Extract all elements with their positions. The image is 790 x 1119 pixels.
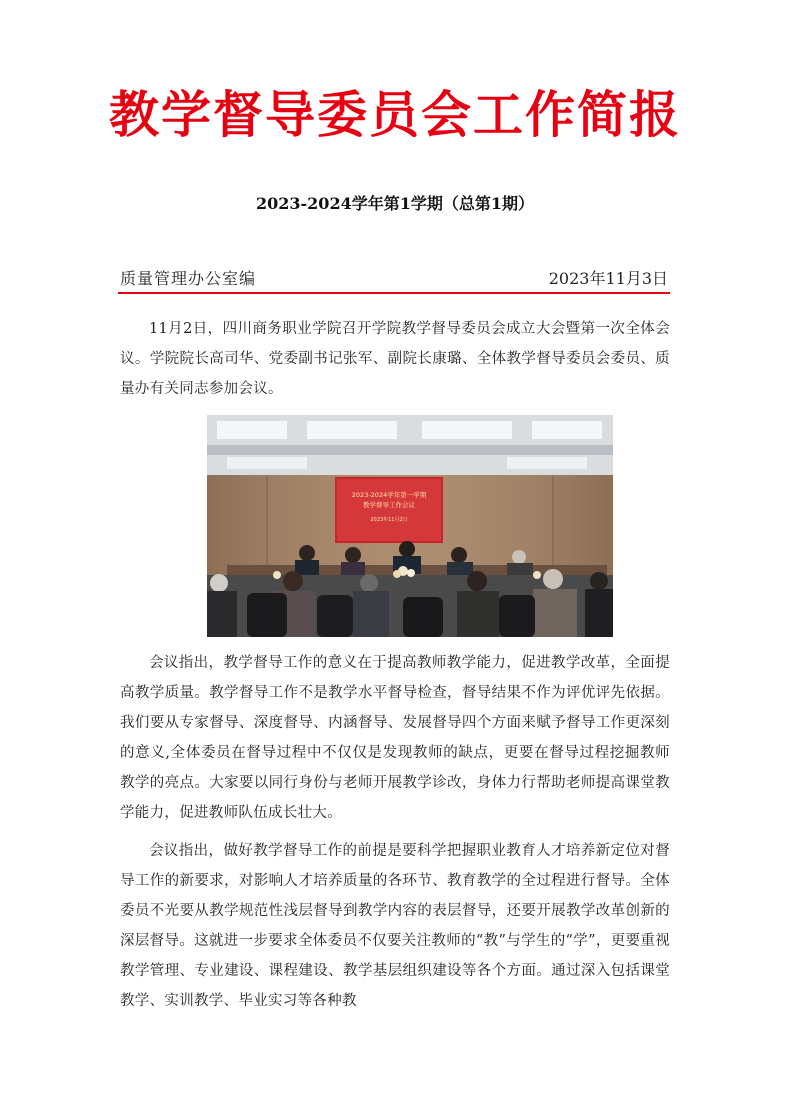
ceiling-light (307, 421, 397, 439)
bulletin-title: 教学督导委员会工作简报 (109, 85, 681, 144)
editor-label: 质量管理办公室编 (120, 269, 257, 288)
body-paragraph-2: 会议指出，教学督导工作的意义在于提高教师教学能力，促进教学改革，全面提高教学质量。教学督导工作不是教学水平督导检查，督导结果不作为评优评先依据。我们要从专家督导、深度督导、内涵督导、发展督导四个方面来赋予督导工作更深刻的意义,全体委员在督导过程中不仅仅是发现教师的缺点，更要在督导过程挖掘教师教学的亮点。大家要以同行身份与老师开展教学诊改，身体力行帮助老师提高课堂教学能力，促进教师队伍成长壮大。 (120, 655, 670, 821)
meeting-photo (207, 415, 613, 637)
screen-line-1: 2023-2024学年第一学期 (351, 491, 427, 499)
issue-number: 2023-2024学年第1学期（总第1期） (256, 194, 534, 213)
projection-screen-inner (337, 479, 441, 541)
meeting-photo-illustration (207, 415, 613, 637)
ceiling-light (217, 421, 287, 439)
ceiling-beam (207, 445, 613, 455)
body-paragraph-3: 会议指出，做好教学督导工作的前提是要科学把握职业教育人才培养新定位对督导工作的新要求，对影响人才培养质量的各环节、教育教学的全过程进行督导。全体委员不光要从教学规范性浅层督导到教学内容的表层督导，还要开展教学改革创新的深层督导。这就进一步要求全体委员不仅要关注教师的“教”与学生的“学”，更要重视教学管理、专业建设、课程建设、教学基层组织建设等各个方面。通过深入包括课堂教学、实训教学、毕业实习等各种教 (120, 843, 670, 1009)
publish-date: 2023年11月3日 (548, 269, 668, 288)
screen-line-3: 2023年11月2日 (370, 517, 408, 523)
ceiling-light (227, 457, 307, 469)
ceiling-light (422, 421, 512, 439)
body-paragraph-1: 11月2日，四川商务职业学院召开学院教学督导委员会成立大会暨第一次全体会议。学院院长高司华、党委副书记张军、副院长康璐、全体教学督导委员会委员、质量办有关同志参加会议。 (120, 321, 670, 397)
masthead-meta-row (120, 266, 668, 290)
ceiling-light (532, 421, 602, 439)
screen-line-2: 教学督导工作会议 (363, 501, 415, 509)
ceiling-light (507, 457, 587, 469)
masthead-divider (118, 292, 670, 294)
